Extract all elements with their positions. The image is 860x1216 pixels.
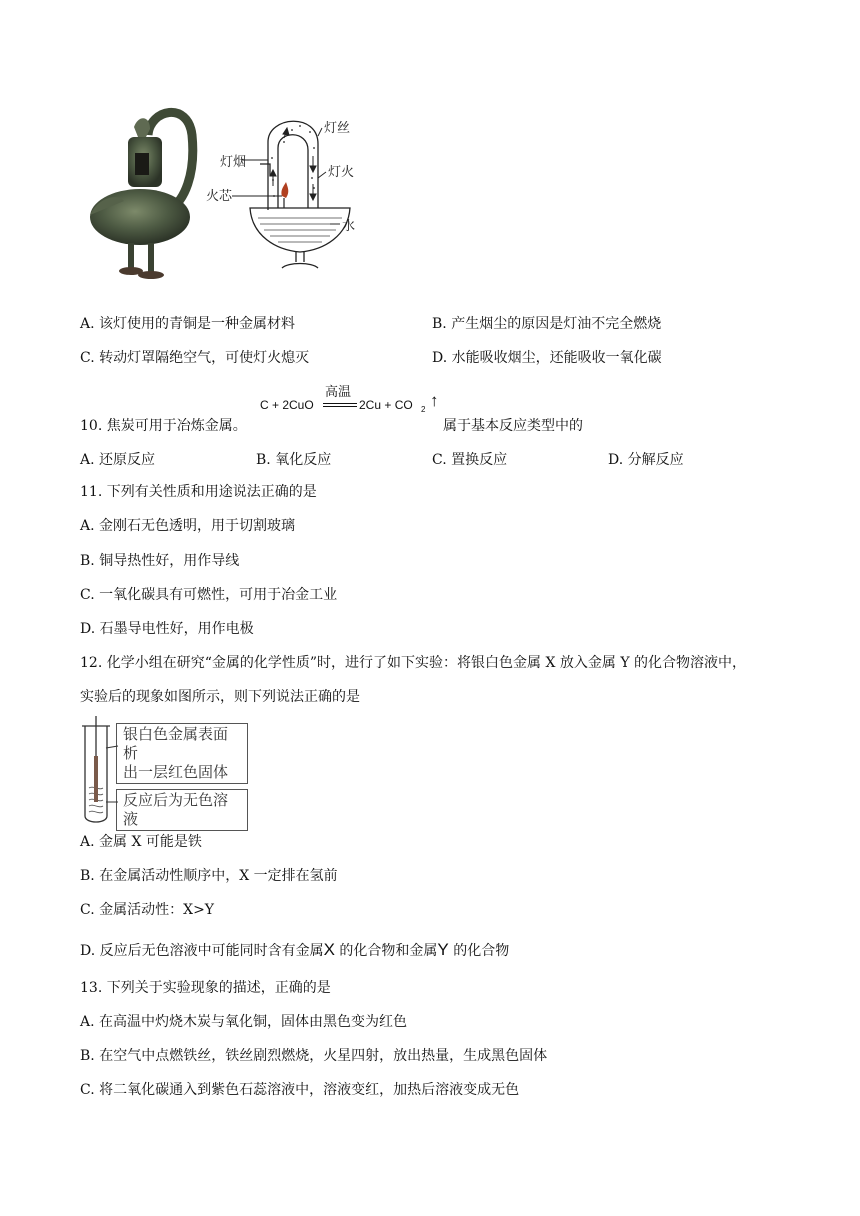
q9-option-b[interactable]: B. 产生烟尘的原因是灯油不完全燃烧: [432, 316, 662, 332]
label-flame: 灯火: [328, 165, 355, 180]
q9-option-a[interactable]: A. 该灯使用的青铜是一种金属材料: [80, 316, 296, 332]
q13-option-b[interactable]: B. 在空气中点燃铁丝，铁丝剧烈燃烧，火星四射，放出热量，生成黑色固体: [80, 1048, 548, 1064]
equation-reactants: C + 2CuO: [260, 398, 314, 412]
q13-option-c[interactable]: C. 将二氧化碳通入到紫色石蕊溶液中，溶液变红，加热后溶液变成无色: [80, 1082, 520, 1098]
equation-condition: 高温: [325, 385, 352, 400]
q11-option-b[interactable]: B. 铜导热性好，用作导线: [80, 553, 240, 569]
q12-option-d[interactable]: [80, 940, 509, 961]
q12-option-d-part3: 的化合物: [448, 943, 510, 959]
q11-stem: 11. 下列有关性质和用途说法正确的是: [80, 484, 317, 500]
label-water: 水: [342, 219, 356, 234]
q12-option-a[interactable]: A. 金属 X 可能是铁: [80, 834, 202, 850]
equation-subscript: 2: [421, 405, 426, 414]
q11-option-d[interactable]: D. 石墨导电性好，用作电极: [80, 621, 254, 637]
q12-option-d-part1: D. 反应后无色溶液中可能同时含有金属: [80, 943, 324, 959]
q12-option-d-metal-y: Y: [437, 940, 449, 959]
label-smoke-pipe: 灯烟: [220, 155, 247, 170]
test-tube-label-box-1: [116, 723, 248, 784]
box1-line2: 出一层红色固体: [123, 763, 229, 781]
q10-option-a[interactable]: A. 还原反应: [80, 452, 156, 468]
label-wick: 火芯: [206, 189, 233, 204]
q12-option-b[interactable]: B. 在金属活动性顺序中，X 一定排在氢前: [80, 868, 338, 884]
q12-stem-line1: 12. 化学小组在研究“金属的化学性质”时，进行了如下实验：将银白色金属 X 放入金属 Y 的化合物溶液中，: [80, 655, 747, 671]
lamp-schematic-diagram: [200, 108, 370, 274]
q10-chemical-equation: [260, 381, 450, 415]
box2-text: 反应后为无色溶液: [123, 791, 229, 828]
equation-gas-arrow: ↑: [430, 391, 439, 410]
test-tube-label-box-2: [116, 789, 248, 831]
q11-option-c[interactable]: C. 一氧化碳具有可燃性，可用于冶金工业: [80, 587, 338, 603]
equation-equals-top: [323, 403, 357, 404]
q10-stem: 10. 焦炭可用于冶炼金属。: [80, 418, 247, 434]
q10-option-c[interactable]: C. 置换反应: [432, 452, 508, 468]
q12-option-d-metal-x: X: [323, 940, 335, 959]
q9-option-d[interactable]: D. 水能吸收烟尘，还能吸收一氧化碳: [432, 350, 662, 366]
q12-option-c[interactable]: C. 金属活动性：X>Y: [80, 902, 215, 918]
box1-line1: 银白色金属表面析: [123, 725, 229, 762]
equation-products: 2Cu + CO: [359, 398, 413, 412]
q13-option-a[interactable]: A. 在高温中灼烧木炭与氧化铜，固体由黑色变为红色: [80, 1014, 408, 1030]
q13-stem: 13. 下列关于实验现象的描述，正确的是: [80, 980, 331, 996]
q10-stem-tail: 属于基本反应类型中的: [443, 418, 583, 434]
equation-equals-bottom: [323, 406, 357, 407]
q12-stem-line2: 实验后的现象如图所示，则下列说法正确的是: [80, 689, 360, 705]
q9-option-c[interactable]: C. 转动灯罩隔绝空气，可使灯火熄灭: [80, 350, 310, 366]
test-tube-pointer-lines: [104, 740, 120, 810]
q10-option-d[interactable]: D. 分解反应: [608, 452, 684, 468]
q12-option-d-part2: 的化合物和金属: [334, 943, 438, 959]
bronze-lamp-photo: [88, 105, 200, 283]
q10-option-b[interactable]: B. 氧化反应: [256, 452, 332, 468]
label-lamp-shade: 灯丝: [324, 121, 351, 136]
q11-option-a[interactable]: A. 金刚石无色透明，用于切割玻璃: [80, 518, 296, 534]
